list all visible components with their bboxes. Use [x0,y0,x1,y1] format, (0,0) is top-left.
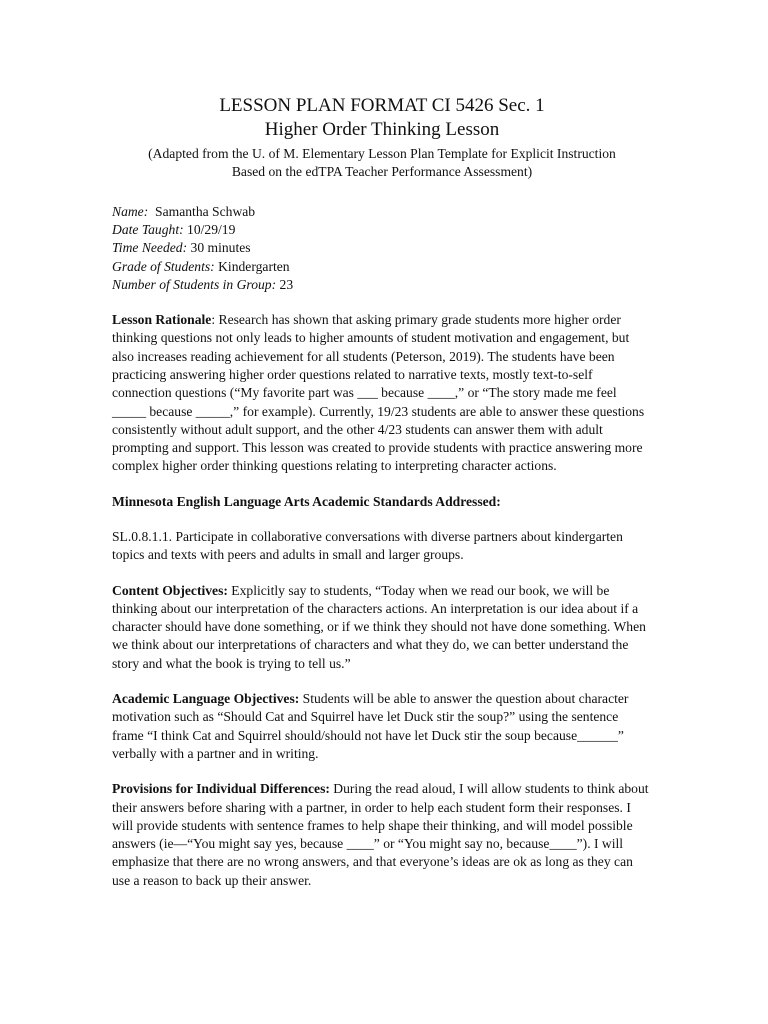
section-heading: Minnesota English Language Arts Academic Standards Addressed: [112,493,501,509]
lesson-rationale-section [112,311,652,476]
standard-sl-item: SL.0.8.1.1. Participate in collaborative conversations with diverse partners about kindergarten topics and texts with peers and adults in small and larger groups. [112,528,623,563]
document-adapted-note-1: (Adapted from the U. of M. Elementary Lesson Plan Template for Explicit Instruction [148,146,616,161]
meta-number-students [112,276,652,294]
section-heading: Provisions for Individual Differences: [112,781,330,797]
meta-label: Grade of Students: [112,258,215,274]
meta-value: 23 [279,276,294,292]
section-heading: Lesson Rationale [112,312,212,328]
meta-value: 30 minutes [190,240,251,256]
meta-value: Samantha Schwab [155,204,256,219]
meta-label: Time Needed: [112,240,188,256]
document-subtitle-main: Higher Order Thinking Lesson [264,119,500,140]
section-body: Explicitly say to students, “Today when we read our book, we will be thinking about our interpretation of the characters actions. An interpretation is our idea about if a character should have done something, or if we think they should not have done something. When we think about our interpretations of characters and what they do, we can better understand the story and what the book is trying to tell us.” [112,582,646,671]
meta-value: Kindergarten [218,258,290,274]
meta-date-taught [112,221,652,239]
meta-label: Number of Students in Group: [112,276,277,292]
section-body: During the read aloud, I will allow students to think about their answers before sharing with a partner, in order to help each student form their responses. I will provide students with sentence frames to help shape their thinking, and will model possible answers (ie—“You might say yes, because ____” or “You might say no, because____”). I will emphasize that there are no wrong answers, and that everyone’s ideas are ok as long as they can use a reason to back up their answer. [112,781,649,888]
content-objectives-section [112,582,652,673]
academic-language-section [112,690,652,763]
lesson-meta [112,203,652,294]
document-adapted-note-2: Based on the edTPA Teacher Performance Assessment) [231,164,533,179]
meta-name [112,203,652,221]
document-title: LESSON PLAN FORMAT CI 5426 Sec. 1 [219,95,545,116]
provisions-section [112,780,652,890]
standards-section [112,493,652,511]
section-body: Students will be able to answer the question about character motivation such as “Should Cat and Squirrel have let Duck stir the soup?” using the sentence frame “I think Cat and Squirrel should/should not have let Duck stir the soup because______” verbally with a partner and in writing. [112,691,629,761]
meta-grade [112,258,652,276]
section-heading: Content Objectives: [112,582,228,598]
document-page [112,94,652,890]
section-heading: Academic Language Objectives: [112,691,300,707]
meta-label: Date Taught: [112,222,184,238]
section-body: : Research has shown that asking primary grade students more higher order thinking questions not only leads to higher amounts of student motivation and engagement, but also increases reading achievement for all students (Peterson, 2019). The students have been practicing answering higher order questions related to narrative texts, mostly text-to-self connection questions (“My favorite part was ___ because ____,” or “The story made me feel _____ because _____,” for example). Currently, 19/23 students are able to answer these questions consistently without adult support, and the other 4/23 students can answer them with adult prompting and support. This lesson was created to provide students with practice answering more complex higher order thinking questions relating to interpreting character actions. [112,312,645,474]
meta-value: 10/29/19 [187,222,236,238]
meta-label: Name: [112,204,149,219]
meta-time-needed [112,239,652,257]
